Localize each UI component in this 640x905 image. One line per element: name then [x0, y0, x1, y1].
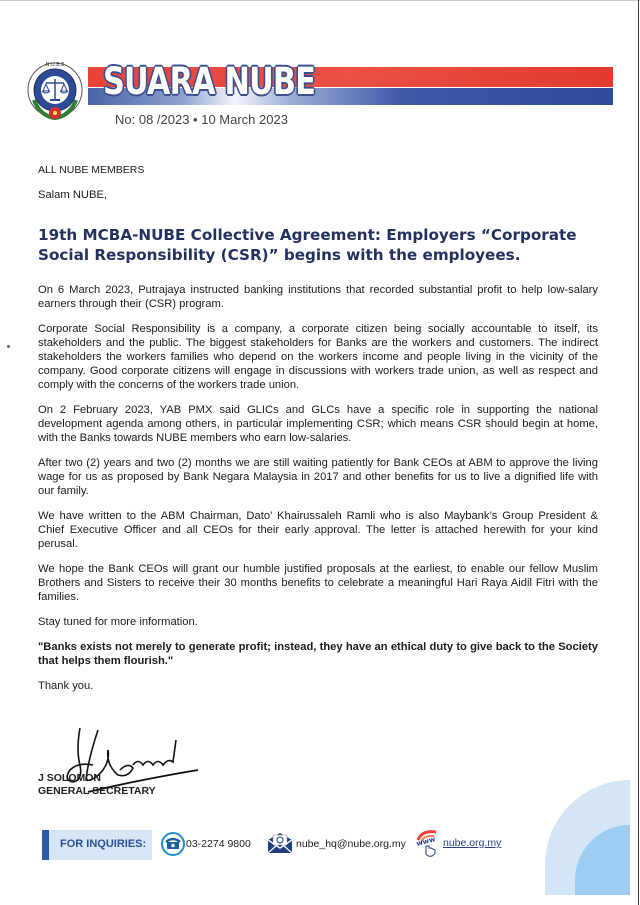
svg-text:N.U.B.E: N.U.B.E — [45, 62, 65, 68]
envelope-icon — [267, 832, 293, 854]
issue-number-date: No: 08 /2023 • 10 March 2023 — [115, 112, 288, 127]
paragraph: We have written to the ABM Chairman, Dato’ Khairussaleh Ramli who is also Maybank’s Group President & Chief Executive Officer and all CEOs for their early approval. The letter is attached herewith for your kind perusal. — [38, 510, 598, 550]
inquiries-stripe — [42, 830, 49, 860]
paragraph: Stay tuned for more information. — [38, 616, 198, 628]
paragraph: On 2 February 2023, YAB PMX said GLICs and GLCs have a specific role in supporting the national development agenda among others, in particular implementing CSR; which means CSR should begin at home, with the Banks towards NUBE members who earn low-salaries. — [38, 404, 598, 444]
website-link[interactable]: nube.org.my — [443, 837, 502, 849]
phone-number[interactable]: 03-2274 9800 — [186, 838, 251, 850]
masthead-title: SUARA NUBE — [103, 60, 316, 103]
closing-quote: "Banks exists not merely to generate profit; instead, they have an ethical duty to give back to the Society that helps them flourish." — [38, 641, 598, 667]
signatory-title: GENERAL SECRETARY — [38, 785, 156, 797]
letter-body — [38, 163, 598, 704]
website-click-icon — [414, 828, 442, 858]
corner-decoration — [545, 780, 630, 895]
salutation: Salam NUBE, — [38, 189, 108, 201]
nube-logo — [24, 60, 86, 122]
signatory-name: J SOLOMON — [38, 772, 102, 784]
scan-speck — [7, 345, 10, 348]
scales-of-justice-emblem-icon — [24, 60, 86, 122]
addressee: ALL NUBE MEMBERS — [38, 164, 145, 176]
svg-text:www: www — [415, 835, 437, 848]
signatory-block — [38, 772, 156, 798]
paragraph: We hope the Bank CEOs will grant our humble justified proposals at the earliest, to enable our fellow Muslim Brothers and Sisters to receive their 30 months benefits to celebrate a meaningful Hari Raya Aidil Fitri with the families. — [38, 563, 598, 603]
letter-headline: 19th MCBA-NUBE Collective Agreement: Employers “Corporate Social Responsibility (CSR)” begins with the employees. — [38, 226, 577, 264]
paragraph: On 6 March 2023, Putrajaya instructed banking institutions that recorded substantial profit to help low-salary earners through their (CSR) program. — [38, 284, 598, 310]
phone-icon — [161, 832, 185, 856]
paragraph: After two (2) years and two (2) months we are still waiting patiently for Bank CEOs at ABM to approve the living wage for us as proposed by Bank Negara Malaysia in 2017 and other benefits for us to live a dignified life with our family. — [38, 457, 598, 497]
email-address[interactable]: nube_hq@nube.org.my — [296, 838, 406, 850]
paragraph: Corporate Social Responsibility is a company, a corporate citizen being socially accountable to itself, its stakeholders and the public. The biggest stakeholders for Banks are the workers and customers. The indirect stakeholders the workers families who depend on the workers income and people living in the vicinity of the company. Good corporate citizens will engage in discussions with workers trade union, as well as respect and comply with the concerns of the workers trade union. — [38, 323, 598, 391]
page-right-edge — [638, 0, 639, 905]
closing: Thank you. — [38, 680, 94, 692]
page-top-edge — [0, 0, 640, 1]
inquiries-label: FOR INQUIRIES: — [60, 838, 147, 850]
